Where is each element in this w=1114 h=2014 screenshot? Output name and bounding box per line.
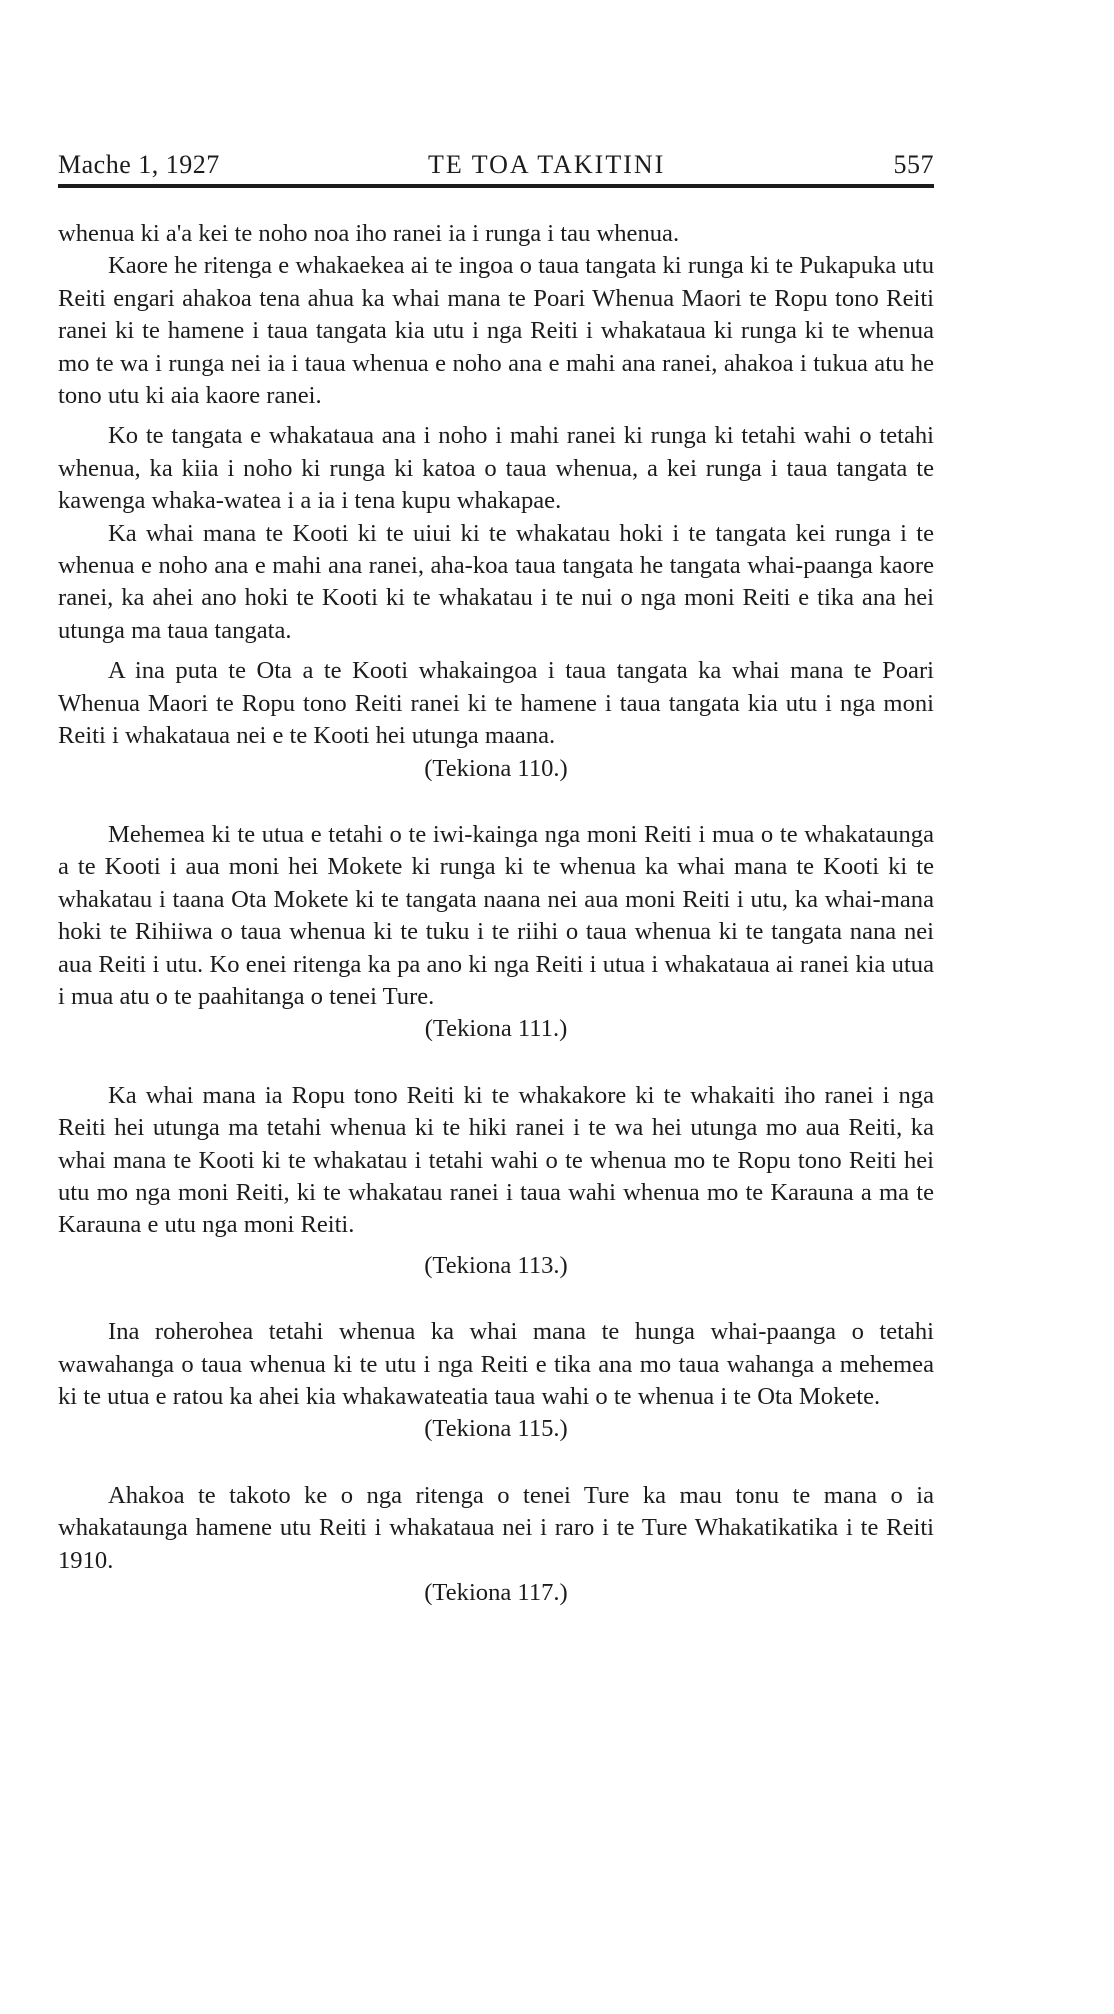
body-text <box>58 218 934 1609</box>
header-title: TE TOA TAKITINI <box>427 150 666 179</box>
page-number: 557 <box>893 150 934 179</box>
paragraph: whenua ki a'a kei te noho noa iho ranei ia i runga i tau whenua. <box>58 220 680 247</box>
paragraph: Ina roherohea tetahi whenua ka whai mana te hunga whai-paanga o tetahi wawahanga o taua whenua ki te utu i nga Reiti e tika ana mo taua wahanga a mehemea ki te utua e ratou ka ahei kia whakawateatia taua wahi o te whenua i te Ota Mokete. <box>58 1318 934 1410</box>
paragraph: Ka whai mana ia Ropu tono Reiti ki te whakakore ki te whakaiti iho ranei i nga Reiti hei utunga ma tetahi whenua ki te hiki ranei i te wa hei utunga mo aua Reiti, ka whai mana te Kooti ki te whakatau i tetahi wahi o te whenua mo te Ropu tono Reiti hei utu mo nga moni Reiti, ki te whakatau ranei i taua wahi whenua mo te Karauna a ma te Karauna e utu nga moni Reiti. <box>58 1081 934 1239</box>
section-reference: (Tekiona 111.) <box>424 1015 568 1043</box>
section-reference: (Tekiona 117.) <box>424 1579 568 1607</box>
paragraph: Ahakoa te takoto ke o nga ritenga o tenei Ture ka mau tonu te mana o ia whakataunga hamene utu Reiti i whakataua nei i raro i te Ture Whakatikatika i te Reiti 1910. <box>58 1481 934 1574</box>
paragraph: Ka whai mana te Kooti ki te uiui ki te whakatau hoki i te tangata kei runga i te whenua e noho ana e mahi ana ranei, aha-koa taua tangata he tangata whai-paanga kaore ranei, ka ahei ano hoki te Kooti ki te whakatau i te nui o nga moni Reiti e tika ana hei utunga ma taua tangata. <box>58 519 934 644</box>
header-rule <box>58 184 934 188</box>
paragraph: Ko te tangata e whakataua ana i noho i mahi ranei ki runga ki tetahi wahi o tetahi whenua, ka kiia i noho ki runga ki katoa o taua whenua, a kei runga i taua tangata te kawenga whaka-watea i a ia i tena kupu whakapae. <box>58 422 934 515</box>
section-reference: (Tekiona 113.) <box>424 1251 568 1279</box>
header-date: Mache 1, 1927 <box>58 150 220 179</box>
section-reference: (Tekiona 115.) <box>424 1415 568 1443</box>
paragraph: Mehemea ki te utua e tetahi o te iwi-kainga nga moni Reiti i mua o te whakataunga a te Kooti i aua moni hei Mokete ki runga ki te whenua ka whai mana te Kooti ki te whakatau i taana Ota Mokete ki te tangata naana nei aua moni Reiti i utu, ka whai-mana hoki te Rihiiwa o taua whenua ki te tuku i te riihi o taua whenua ki te tangata nana nei aua Reiti i utu. Ko enei ritenga ka pa ano ki nga Reiti i utua i whakataua ai ranei kia utua i mua atu o te paahitanga o tenei Ture. <box>58 820 934 1010</box>
paragraph: Kaore he ritenga e whakaekea ai te ingoa o taua tangata ki runga ki te Pukapuka utu Reiti engari ahakoa tena ahua ka whai mana te Poari Whenua Maori te Ropu tono Reiti ranei ki te hamene i taua tangata kia utu i nga Reiti i whakataua ki runga ki te whenua mo te wa i runga nei ia i taua whenua e noho ana e mahi ana ranei, ahakoa i tukua atu he tono utu ki aia kaore ranei. <box>58 252 934 410</box>
section-reference: (Tekiona 110.) <box>424 754 568 782</box>
paragraph: A ina puta te Ota a te Kooti whakaingoa i taua tangata ka whai mana te Poari Whenua Maori te Ropu tono Reiti ranei ki te hamene i taua tangata kia utu i nga moni Reiti i whakataua nei e te Kooti hei utunga maana. <box>58 657 934 750</box>
running-header <box>58 148 934 180</box>
